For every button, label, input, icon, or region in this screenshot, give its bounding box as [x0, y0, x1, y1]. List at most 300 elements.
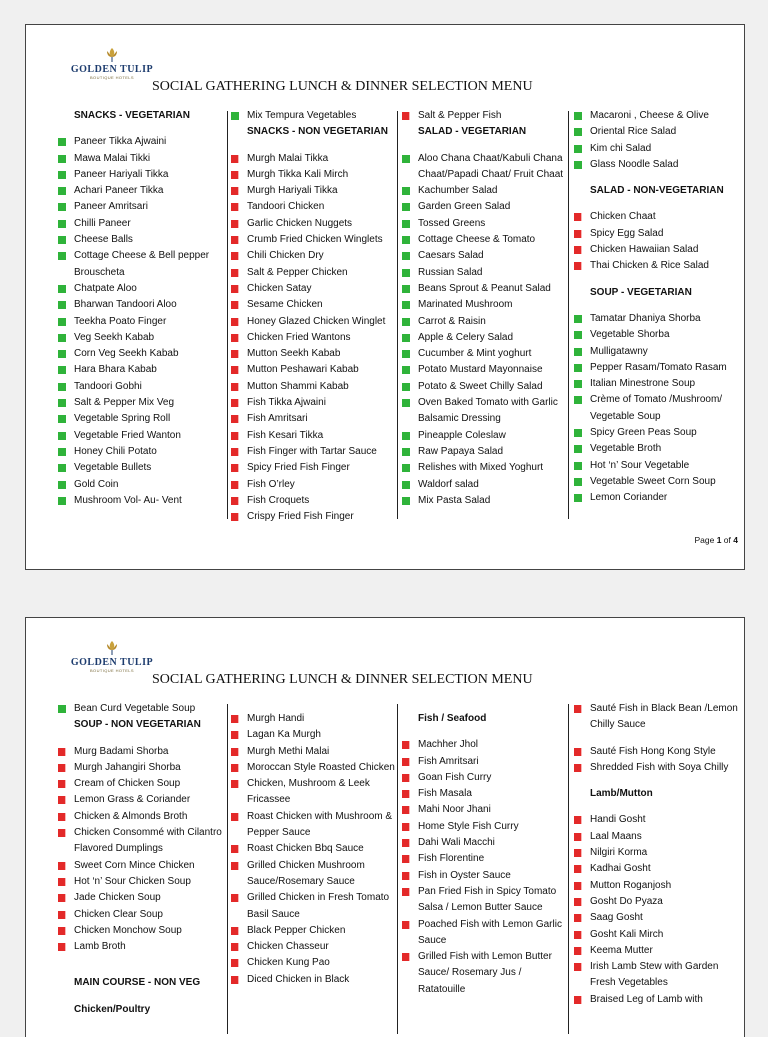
menu-item-label: Murgh Hariyali Tikka — [247, 185, 338, 197]
menu-item-non-veg — [231, 776, 399, 809]
veg-marker-icon — [402, 301, 410, 309]
spacer — [58, 965, 226, 975]
non-veg-marker-icon — [58, 911, 66, 919]
menu-item-non-veg — [58, 792, 226, 808]
menu-item-non-veg — [231, 297, 399, 313]
menu-item-veg — [58, 493, 220, 509]
non-veg-marker-icon — [58, 748, 66, 756]
menu-item-non-veg — [231, 346, 399, 362]
menu-item-non-veg — [402, 819, 566, 835]
non-veg-marker-icon — [231, 432, 239, 440]
menu-item-non-veg — [231, 955, 399, 971]
menu-item-label: Fish Masala — [418, 788, 472, 800]
veg-marker-icon — [402, 448, 410, 456]
veg-marker-icon — [58, 171, 66, 179]
non-veg-marker-icon — [402, 806, 410, 814]
menu-item-label: Grilled Fish with Lemon Butter Sauce/ Rosemary Jus / Ratatouille — [418, 951, 552, 995]
menu-item-label: Murgh Methi Malai — [247, 745, 330, 757]
menu-item-label: Glass Noodle Salad — [590, 158, 679, 170]
menu-item-veg — [402, 395, 564, 428]
menu-item-label: Machher Jhol — [418, 739, 479, 751]
menu-item-non-veg — [231, 923, 399, 939]
menu-item-label: Kachumber Salad — [418, 185, 498, 197]
non-veg-marker-icon — [231, 203, 239, 211]
menu-item-non-veg — [231, 841, 399, 857]
menu-item-label: Achari Paneer Tikka — [74, 185, 164, 197]
non-veg-marker-icon — [231, 943, 239, 951]
menu-item-label: Sesame Chicken — [247, 299, 323, 311]
non-veg-marker-icon — [574, 931, 582, 939]
menu-item-label: Grilled Chicken Mushroom Sauce/Rosemary Sauce — [247, 859, 365, 887]
menu-item-non-veg — [402, 737, 566, 753]
non-veg-marker-icon — [231, 318, 239, 326]
menu-item-veg — [574, 360, 744, 376]
veg-marker-icon — [574, 380, 582, 388]
menu-item-non-veg — [231, 216, 399, 232]
veg-marker-icon — [58, 497, 66, 505]
menu-item-non-veg — [231, 183, 399, 199]
non-veg-marker-icon — [574, 963, 582, 971]
section-heading: SNACKS - VEGETARIAN — [74, 110, 190, 121]
non-veg-marker-icon — [231, 415, 239, 423]
menu-item-label: Cottage Cheese & Tomato — [418, 234, 536, 246]
menu-item-non-veg — [231, 199, 399, 215]
menu-item-veg — [58, 428, 220, 444]
non-veg-marker-icon — [402, 790, 410, 798]
non-veg-marker-icon — [231, 748, 239, 756]
menu-item-veg — [402, 493, 564, 509]
menu-item-label: Mutton Seekh Kabab — [247, 348, 341, 360]
veg-marker-icon — [231, 112, 239, 120]
non-veg-marker-icon — [574, 705, 582, 713]
menu-item-label: Sauté Fish Hong Kong Style — [590, 745, 716, 757]
menu-item-non-veg — [231, 809, 399, 842]
menu-item-label: Lagan Ka Murgh — [247, 729, 321, 741]
non-veg-marker-icon — [231, 350, 239, 358]
menu-item-label: Crispy Fried Fish Finger — [247, 511, 354, 523]
veg-marker-icon — [574, 348, 582, 356]
veg-marker-icon — [402, 399, 410, 407]
menu-item-non-veg — [574, 992, 744, 1008]
menu-item-label: Mix Pasta Salad — [418, 494, 491, 506]
menu-item-non-veg — [574, 209, 744, 225]
menu-item-veg — [58, 346, 220, 362]
menu-item-label: Italian Minestrone Soup — [590, 378, 696, 390]
veg-marker-icon — [574, 462, 582, 470]
column-divider — [568, 111, 569, 519]
veg-marker-icon — [402, 481, 410, 489]
menu-item-label: Cucumber & Mint yoghurt — [418, 348, 532, 360]
menu-item-label: Fish Amritsari — [247, 413, 308, 425]
spacer — [231, 701, 399, 711]
menu-item-label: Vegetable Sweet Corn Soup — [590, 475, 716, 487]
menu-item-label: Chicken Fried Wantons — [247, 331, 351, 343]
menu-item-label: Salt & Pepper Fish — [418, 110, 502, 121]
menu-item-label: Tamatar Dhaniya Shorba — [590, 312, 701, 324]
menu-item-label: Grilled Chicken in Fresh Tomato Basil Sauce — [247, 892, 390, 920]
menu-item-non-veg — [231, 151, 399, 167]
menu-item-non-veg — [574, 910, 744, 926]
spacer — [231, 141, 399, 151]
spacer — [574, 802, 744, 812]
menu-item-veg — [574, 141, 744, 157]
menu-item-label: Aloo Chana Chaat/Kabuli Chana Chaat/Papadi Chaat/ Fruit Chaat — [418, 152, 564, 180]
menu-item-label: Crème of Tomato /Mushroom/ Vegetable Soup — [590, 394, 723, 422]
menu-column — [231, 108, 399, 525]
non-veg-marker-icon — [402, 112, 410, 120]
menu-item-label: Chicken Monchow Soup — [74, 924, 182, 936]
non-veg-marker-icon — [574, 764, 582, 772]
menu-item-label: Moroccan Style Roasted Chicken — [247, 761, 395, 773]
menu-item-veg — [574, 327, 744, 343]
menu-item-label: Fish Kesari Tikka — [247, 429, 324, 441]
menu-column — [58, 108, 220, 509]
menu-item-veg — [574, 458, 744, 474]
non-veg-marker-icon — [231, 959, 239, 967]
non-veg-marker-icon — [574, 849, 582, 857]
menu-item-non-veg — [58, 890, 226, 906]
menu-item-label: Sweet Corn Mince Chicken — [74, 859, 195, 871]
menu-item-veg — [574, 490, 744, 506]
menu-item-non-veg — [402, 770, 566, 786]
menu-item-non-veg — [231, 477, 399, 493]
menu-item-non-veg — [58, 744, 226, 760]
menu-item-label: Thai Chicken & Rice Salad — [590, 260, 709, 272]
menu-item-non-veg — [58, 858, 226, 874]
menu-item-label: Gosht Do Pyaza — [590, 895, 663, 907]
menu-item-non-veg — [231, 428, 399, 444]
non-veg-marker-icon — [231, 513, 239, 521]
spacer — [574, 301, 744, 311]
spacer — [574, 275, 744, 285]
menu-item-label: Potato & Sweet Chilly Salad — [418, 380, 543, 392]
veg-marker-icon — [58, 155, 66, 163]
column-divider — [397, 111, 398, 519]
menu-item-label: Vegetable Fried Wanton — [74, 429, 181, 441]
non-veg-marker-icon — [58, 878, 66, 886]
menu-item-label: Keema Mutter — [590, 944, 653, 956]
brand-name: GOLDEN TULIP — [70, 657, 154, 668]
non-veg-marker-icon — [574, 748, 582, 756]
menu-item-non-veg — [402, 786, 566, 802]
menu-item-non-veg — [58, 939, 226, 955]
menu-page-1 — [25, 24, 745, 570]
non-veg-marker-icon — [58, 829, 66, 837]
veg-marker-icon — [58, 252, 66, 260]
menu-item-label: Oven Baked Tomato with Garlic Balsamic Dressing — [418, 397, 558, 425]
veg-marker-icon — [58, 481, 66, 489]
menu-item-label: Relishes with Mixed Yoghurt — [418, 462, 544, 474]
non-veg-marker-icon — [402, 774, 410, 782]
menu-item-label: Chicken Hawaiian Salad — [590, 244, 699, 256]
menu-item-non-veg — [231, 167, 399, 183]
menu-item-non-veg — [402, 868, 566, 884]
menu-item-label: Vegetable Shorba — [590, 329, 670, 341]
menu-item-non-veg — [231, 939, 399, 955]
menu-item-label: Irish Lamb Stew with Garden Fresh Vegetables — [590, 961, 719, 989]
spacer — [574, 199, 744, 209]
veg-marker-icon — [58, 432, 66, 440]
hotel-logo — [66, 47, 158, 80]
menu-column — [231, 701, 399, 988]
non-veg-marker-icon — [231, 236, 239, 244]
menu-column — [58, 701, 226, 1018]
menu-item-veg — [58, 395, 220, 411]
menu-item-non-veg — [231, 890, 399, 923]
menu-item-non-veg — [231, 744, 399, 760]
menu-item-label: Beans Sprout & Peanut Salad — [418, 282, 551, 294]
veg-marker-icon — [402, 497, 410, 505]
menu-item-label: Lamb Broth — [74, 941, 126, 953]
menu-item-non-veg — [574, 701, 744, 734]
menu-item-non-veg — [231, 972, 399, 988]
menu-item-label: Roast Chicken Bbq Sauce — [247, 843, 364, 855]
non-veg-marker-icon — [402, 741, 410, 749]
menu-item-non-veg — [574, 258, 744, 274]
veg-marker-icon — [402, 318, 410, 326]
menu-item-label: Spicy Egg Salad — [590, 227, 664, 239]
non-veg-marker-icon — [574, 898, 582, 906]
column-divider — [227, 704, 228, 1034]
menu-column — [574, 701, 744, 1008]
menu-item-non-veg — [231, 444, 399, 460]
veg-marker-icon — [574, 364, 582, 372]
menu-item-veg — [574, 157, 744, 173]
veg-marker-icon — [402, 366, 410, 374]
non-veg-marker-icon — [402, 921, 410, 929]
menu-item-non-veg — [231, 493, 399, 509]
menu-item-label: Black Pepper Chicken — [247, 924, 346, 936]
menu-item-veg — [574, 376, 744, 392]
menu-item-label: Murg Badami Shorba — [74, 745, 169, 757]
menu-item-non-veg — [231, 362, 399, 378]
spacer — [402, 141, 564, 151]
menu-item-label: Caesars Salad — [418, 250, 484, 262]
menu-item-non-veg — [58, 907, 226, 923]
non-veg-marker-icon — [574, 833, 582, 841]
menu-item-label: Carrot & Raisin — [418, 315, 486, 327]
menu-item-non-veg — [402, 917, 566, 950]
menu-item-label: Tossed Greens — [418, 217, 486, 229]
menu-item-veg — [574, 124, 744, 140]
section-heading: SOUP - VEGETARIAN — [590, 286, 692, 298]
menu-item-label: Pepper Rasam/Tomato Rasam — [590, 361, 727, 373]
non-veg-marker-icon — [231, 731, 239, 739]
page-number: Page 1 of 4 — [694, 535, 738, 545]
menu-item-label: Dahi Wali Macchi — [418, 837, 495, 849]
menu-column — [574, 108, 744, 507]
menu-item-label: Mawa Malai Tikki — [74, 152, 151, 164]
menu-item-label: Garlic Chicken Nuggets — [247, 217, 353, 229]
menu-item-non-veg — [231, 460, 399, 476]
veg-marker-icon — [402, 269, 410, 277]
veg-marker-icon — [402, 350, 410, 358]
menu-item-non-veg — [231, 379, 399, 395]
menu-item-label: Pan Fried Fish in Spicy Tomato Salsa / Lemon Butter Sauce — [418, 885, 557, 914]
menu-page-2 — [25, 617, 745, 1037]
menu-item-label: Apple & Celery Salad — [418, 331, 514, 343]
non-veg-marker-icon — [402, 855, 410, 863]
spacer — [58, 955, 226, 965]
menu-item-non-veg — [58, 874, 226, 890]
menu-item-non-veg — [574, 943, 744, 959]
spacer — [574, 776, 744, 786]
non-veg-marker-icon — [231, 976, 239, 984]
non-veg-marker-icon — [231, 383, 239, 391]
non-veg-marker-icon — [58, 796, 66, 804]
spacer — [58, 124, 220, 134]
veg-marker-icon — [58, 187, 66, 195]
menu-item-label: Mix Tempura Vegetables — [247, 110, 357, 121]
non-veg-marker-icon — [231, 366, 239, 374]
menu-item-veg — [574, 108, 744, 124]
menu-item-label: Mutton Peshawari Kabab — [247, 364, 359, 376]
menu-item-veg — [574, 392, 744, 425]
menu-item-label: Cream of Chicken Soup — [74, 778, 181, 790]
menu-item-veg — [58, 701, 226, 717]
menu-item-non-veg — [402, 949, 566, 998]
menu-item-label: Chicken & Almonds Broth — [74, 810, 188, 822]
menu-item-label: Tandoori Chicken — [247, 201, 325, 213]
menu-item-label: Kim chi Salad — [590, 142, 652, 154]
veg-marker-icon — [58, 415, 66, 423]
menu-item-veg — [402, 281, 564, 297]
menu-item-non-veg — [574, 812, 744, 828]
veg-marker-icon — [402, 432, 410, 440]
menu-item-veg — [58, 167, 220, 183]
non-veg-marker-icon — [402, 888, 410, 896]
veg-marker-icon — [58, 285, 66, 293]
veg-marker-icon — [58, 220, 66, 228]
veg-marker-icon — [58, 318, 66, 326]
menu-item-label: Waldorf salad — [418, 478, 479, 490]
menu-item-non-veg — [574, 242, 744, 258]
non-veg-marker-icon — [231, 269, 239, 277]
spacer — [402, 701, 566, 711]
menu-item-label: Salt & Pepper Chicken — [247, 266, 348, 278]
non-veg-marker-icon — [231, 220, 239, 228]
non-veg-marker-icon — [58, 927, 66, 935]
spacer — [402, 727, 566, 737]
menu-item-label: Teekha Poato Finger — [74, 315, 167, 327]
brand-name: GOLDEN TULIP — [70, 64, 154, 75]
non-veg-marker-icon — [574, 816, 582, 824]
menu-item-label: Chicken Chaat — [590, 211, 656, 223]
menu-item-label: Honey Chili Potato — [74, 445, 157, 457]
menu-item-non-veg — [231, 265, 399, 281]
spacer — [58, 992, 226, 1002]
veg-marker-icon — [574, 161, 582, 169]
menu-item-label: Mushroom Vol- Au- Vent — [74, 494, 182, 506]
menu-item-non-veg — [574, 894, 744, 910]
brand-tagline: BOUTIQUE HOTELS — [89, 75, 134, 80]
menu-item-label: Chicken Chasseur — [247, 941, 329, 953]
menu-item-label: Chicken Consommé with Cilantro Flavored Dumplings — [74, 827, 222, 855]
menu-item-non-veg — [231, 281, 399, 297]
menu-item-label: Veg Seekh Kabab — [74, 331, 155, 343]
menu-item-veg — [402, 314, 564, 330]
menu-item-label: Cheese Balls — [74, 234, 133, 246]
menu-item-label: Corn Veg Seekh Kabab — [74, 348, 179, 360]
menu-item-label: Chatpate Aloo — [74, 282, 137, 294]
menu-item-non-veg — [574, 744, 744, 760]
veg-marker-icon — [58, 366, 66, 374]
non-veg-marker-icon — [231, 715, 239, 723]
non-veg-marker-icon — [574, 213, 582, 221]
non-veg-marker-icon — [402, 758, 410, 766]
menu-column — [402, 701, 566, 998]
menu-item-label: Chicken Kung Pao — [247, 957, 330, 969]
non-veg-marker-icon — [231, 171, 239, 179]
non-veg-marker-icon — [58, 894, 66, 902]
veg-marker-icon — [58, 464, 66, 472]
menu-item-label: Spicy Fried Fish Finger — [247, 462, 350, 474]
menu-item-label: Diced Chicken in Black — [247, 973, 350, 985]
menu-item-non-veg — [574, 760, 744, 776]
menu-item-non-veg — [231, 509, 399, 525]
menu-item-veg — [58, 314, 220, 330]
veg-marker-icon — [58, 350, 66, 358]
veg-marker-icon — [58, 236, 66, 244]
non-veg-marker-icon — [402, 872, 410, 880]
menu-item-non-veg — [574, 861, 744, 877]
menu-item-label: Gold Coin — [74, 478, 119, 490]
menu-item-veg — [402, 460, 564, 476]
menu-item-veg — [402, 444, 564, 460]
menu-item-label: Pineapple Coleslaw — [418, 429, 506, 441]
menu-item-veg — [574, 344, 744, 360]
menu-item-veg — [402, 232, 564, 248]
non-veg-marker-icon — [58, 862, 66, 870]
non-veg-marker-icon — [231, 481, 239, 489]
menu-item-label: Murgh Tikka Kali Mirch — [247, 168, 349, 180]
menu-item-veg — [58, 362, 220, 378]
veg-marker-icon — [402, 334, 410, 342]
veg-marker-icon — [58, 334, 66, 342]
menu-item-non-veg — [231, 711, 399, 727]
non-veg-marker-icon — [58, 780, 66, 788]
menu-item-label: Fish Tikka Ajwaini — [247, 397, 326, 409]
menu-item-label: Raw Papaya Salad — [418, 445, 504, 457]
menu-item-veg — [574, 311, 744, 327]
menu-item-veg — [58, 151, 220, 167]
menu-item-label: Poached Fish with Lemon Garlic Sauce — [418, 918, 562, 946]
menu-item-non-veg — [231, 858, 399, 891]
page-title: SOCIAL GATHERING LUNCH & DINNER SELECTION MENU — [152, 79, 533, 94]
menu-item-label: Handi Gosht — [590, 814, 646, 826]
non-veg-marker-icon — [231, 155, 239, 163]
column-divider — [397, 704, 398, 1034]
non-veg-marker-icon — [58, 943, 66, 951]
veg-marker-icon — [402, 236, 410, 244]
menu-item-label: Chicken Clear Soup — [74, 908, 163, 920]
veg-marker-icon — [574, 429, 582, 437]
section-heading: Chicken/Poultry — [74, 1003, 151, 1015]
column-divider — [227, 111, 228, 519]
menu-item-label: Chilli Paneer — [74, 217, 131, 229]
non-veg-marker-icon — [574, 914, 582, 922]
menu-item-veg — [402, 248, 564, 264]
non-veg-marker-icon — [402, 823, 410, 831]
non-veg-marker-icon — [231, 285, 239, 293]
menu-item-non-veg — [574, 845, 744, 861]
menu-item-veg — [402, 428, 564, 444]
menu-item-non-veg — [574, 226, 744, 242]
non-veg-marker-icon — [231, 813, 239, 821]
veg-marker-icon — [574, 315, 582, 323]
menu-item-label: Paneer Amritsari — [74, 201, 148, 213]
menu-item-veg — [402, 151, 564, 184]
